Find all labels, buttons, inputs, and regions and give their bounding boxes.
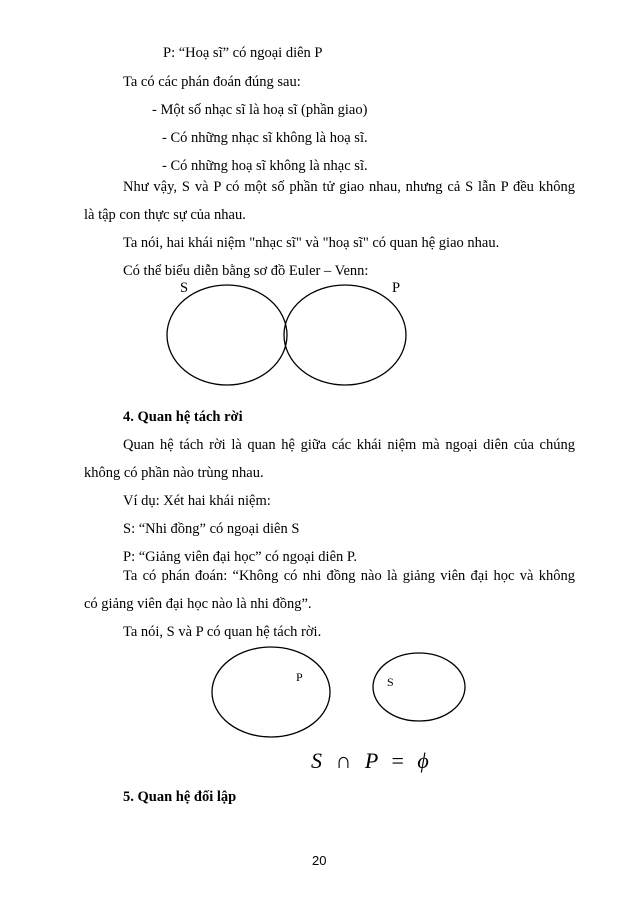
line-true-judgments: Ta có các phán đoán đúng sau: [123, 74, 301, 90]
line-definition-1: Quan hệ tách rời là quan hệ giữa các khái niệm mà ngoại diên của chúng [123, 437, 575, 453]
formula-equals: = [391, 748, 404, 773]
disjoint-circle-p [212, 647, 330, 737]
formula-s: S [311, 748, 322, 773]
heading-section-4: 4. Quan hệ tách rời [123, 409, 243, 425]
line-p-definition: P: “Hoạ sĩ” có ngoại diên P [163, 45, 323, 61]
line-diagram-intro: Có thể biểu diễn bằng sơ đồ Euler – Venn: [123, 263, 369, 279]
line-summary-1: Như vậy, S và P có một số phần tử giao nhau, nhưng cả S lẫn P đều không [123, 179, 575, 195]
heading-section-5: 5. Quan hệ đối lập [123, 789, 237, 805]
line-example-intro: Ví dụ: Xét hai khái niệm: [123, 493, 271, 509]
venn-circle-p [284, 285, 406, 385]
venn-label-p: P [392, 280, 401, 296]
line-s-definition: S: “Nhi đồng” có ngoại diên S [123, 521, 300, 537]
line-conclusion-disjoint: Ta nói, S và P có quan hệ tách rời. [123, 624, 322, 640]
line-judgment-2: - Có những nhạc sĩ không là hoạ sĩ. [162, 130, 368, 146]
formula-empty-intersection [311, 748, 429, 774]
formula-p: P [364, 748, 378, 773]
line-judgment-disjoint-1: Ta có phán đoán: “Không có nhi đồng nào là giảng viên đại học và không [123, 568, 575, 584]
page-number: 20 [312, 853, 327, 868]
line-judgment-3: - Có những hoạ sĩ không là nhạc sĩ. [162, 158, 368, 174]
line-p-definition-2: P: “Giảng viên đại học” có ngoại diên P. [123, 549, 357, 565]
formula-empty-set: ϕ [417, 748, 429, 773]
line-conclusion-intersect: Ta nói, hai khái niệm "nhạc sĩ" và "hoạ sĩ" có quan hệ giao nhau. [123, 235, 500, 251]
disjoint-label-s: S [387, 675, 394, 689]
venn-label-s: S [180, 280, 189, 296]
disjoint-label-p: P [296, 670, 303, 684]
venn-circle-s [167, 285, 287, 385]
line-judgment-1: - Một số nhạc sĩ là hoạ sĩ (phần giao) [152, 102, 368, 118]
formula-intersect-symbol: ∩ [335, 748, 352, 773]
line-summary-2: là tập con thực sự của nhau. [84, 207, 246, 223]
line-judgment-disjoint-2: có giảng viên đại học nào là nhi đồng”. [84, 596, 312, 612]
line-definition-2: không có phần nào trùng nhau. [84, 465, 264, 481]
